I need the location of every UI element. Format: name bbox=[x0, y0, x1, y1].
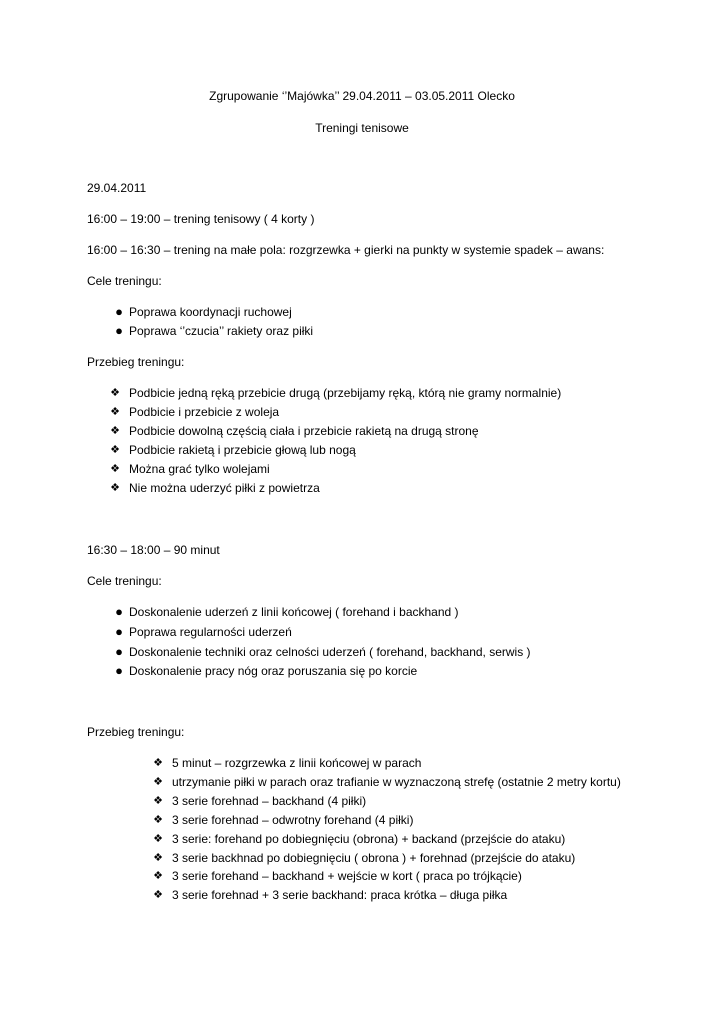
bullet-dot-icon: ● bbox=[115, 663, 123, 678]
diamond-bullet-icon: ❖ bbox=[153, 757, 163, 769]
session-line: 16:30 – 18:00 – 90 minut bbox=[87, 543, 220, 557]
course-label: Przebieg treningu: bbox=[87, 725, 185, 739]
diamond-bullet-icon: ❖ bbox=[153, 833, 163, 845]
bullet-dot-icon: ● bbox=[115, 624, 123, 639]
bullet-dot-icon: ● bbox=[115, 604, 123, 619]
bullet-dot-icon: ● bbox=[115, 323, 123, 338]
bullet-dot-icon: ● bbox=[115, 304, 123, 319]
diamond-bullet-icon: ❖ bbox=[110, 463, 120, 475]
date-heading: 29.04.2011 bbox=[87, 181, 147, 195]
diamond-bullet-icon: ❖ bbox=[110, 444, 120, 456]
diamond-bullet-icon: ❖ bbox=[153, 852, 163, 864]
session-line: 16:00 – 16:30 – trening na małe pola: rozgrzewka + gierki na punkty w systemie spadek – awans: bbox=[87, 243, 605, 257]
diamond-bullet-icon: ❖ bbox=[153, 795, 163, 807]
session-line: 16:00 – 19:00 – trening tenisowy ( 4 korty ) bbox=[87, 212, 315, 226]
diamond-bullet-icon: ❖ bbox=[110, 482, 120, 494]
diamond-bullet-icon: ❖ bbox=[153, 814, 163, 826]
goals-label: Cele treningu: bbox=[87, 574, 162, 588]
diamond-bullet-icon: ❖ bbox=[153, 870, 163, 882]
diamond-bullet-icon: ❖ bbox=[110, 425, 120, 437]
document-title: Zgrupowanie ‘’Majówka’’ 29.04.2011 – 03.05.2011 Olecko bbox=[209, 89, 515, 103]
diamond-bullet-icon: ❖ bbox=[153, 776, 163, 788]
course-label: Przebieg treningu: bbox=[87, 355, 185, 369]
goals-label: Cele treningu: bbox=[87, 274, 162, 288]
diamond-bullet-icon: ❖ bbox=[110, 406, 120, 418]
diamond-bullet-icon: ❖ bbox=[110, 387, 120, 399]
document-subtitle: Treningi tenisowe bbox=[315, 121, 409, 135]
bullet-dot-icon: ● bbox=[115, 644, 123, 659]
document-page: Zgrupowanie ‘’Majówka’’ 29.04.2011 – 03.05.2011 Olecko Treningi tenisowe 29.04.2011 16:00 – 19:00 – trening tenisowy ( 4 korty ) 16:00 – 16:30 – trening na małe pola: rozgrzewka + gierki na punkty w systemie spadek – awans: Cele treningu: ● Poprawa koordynacji ruchowej ● Poprawa ‘’czucia’’ rakiety oraz piłki Przebieg treningu: ❖ Podbicie jedną ręką przebicie drugą (przebijamy ręką, którą nie gramy normalnie) ❖ Podbicie i przebicie z woleja ❖ Podbicie dowolną częścią ciała i przebicie rakietą na drugą stronę ❖ Podbicie rakietą i przebicie głową lub nogą ❖ Można grać tylko wolejami ❖ Nie można uderzyć piłki z powietrza 16:30 – 18:00 – 90 minut Cele treningu: ● Doskonalenie uderzeń z linii końcowej ( forehand i backhand ) ● Poprawa regularności uderzeń ● Doskonalenie techniki oraz celności uderzeń ( forehand, backhand, serwis ) ● Doskonalenie pracy nóg oraz poruszania się po korcie Przebieg treningu: ❖ 5 minut – rozgrzewka z linii końcowej w parach ❖ utrzymanie piłki w parach oraz trafianie w wyznaczoną strefę (ostatnie 2 metry kortu) ❖ 3 serie forehnad – backhand (4 piłki) ❖ 3 serie forehnad – odwrotny forehand (4 piłki) ❖ 3 serie: forehand po dobiegnięciu (obrona) + backand (przejście do ataku) ❖ 3 serie backhnad po dobiegnięciu ( obrona ) + forehnad (przejście do ataku) ❖ 3 serie forehand – backhand + wejście w kort ( praca po trójkącie) ❖ 3 serie forehnad + 3 serie backhand: praca krótka – długa piłka bbox=[0, 0, 724, 1024]
diamond-bullet-icon: ❖ bbox=[153, 889, 163, 901]
